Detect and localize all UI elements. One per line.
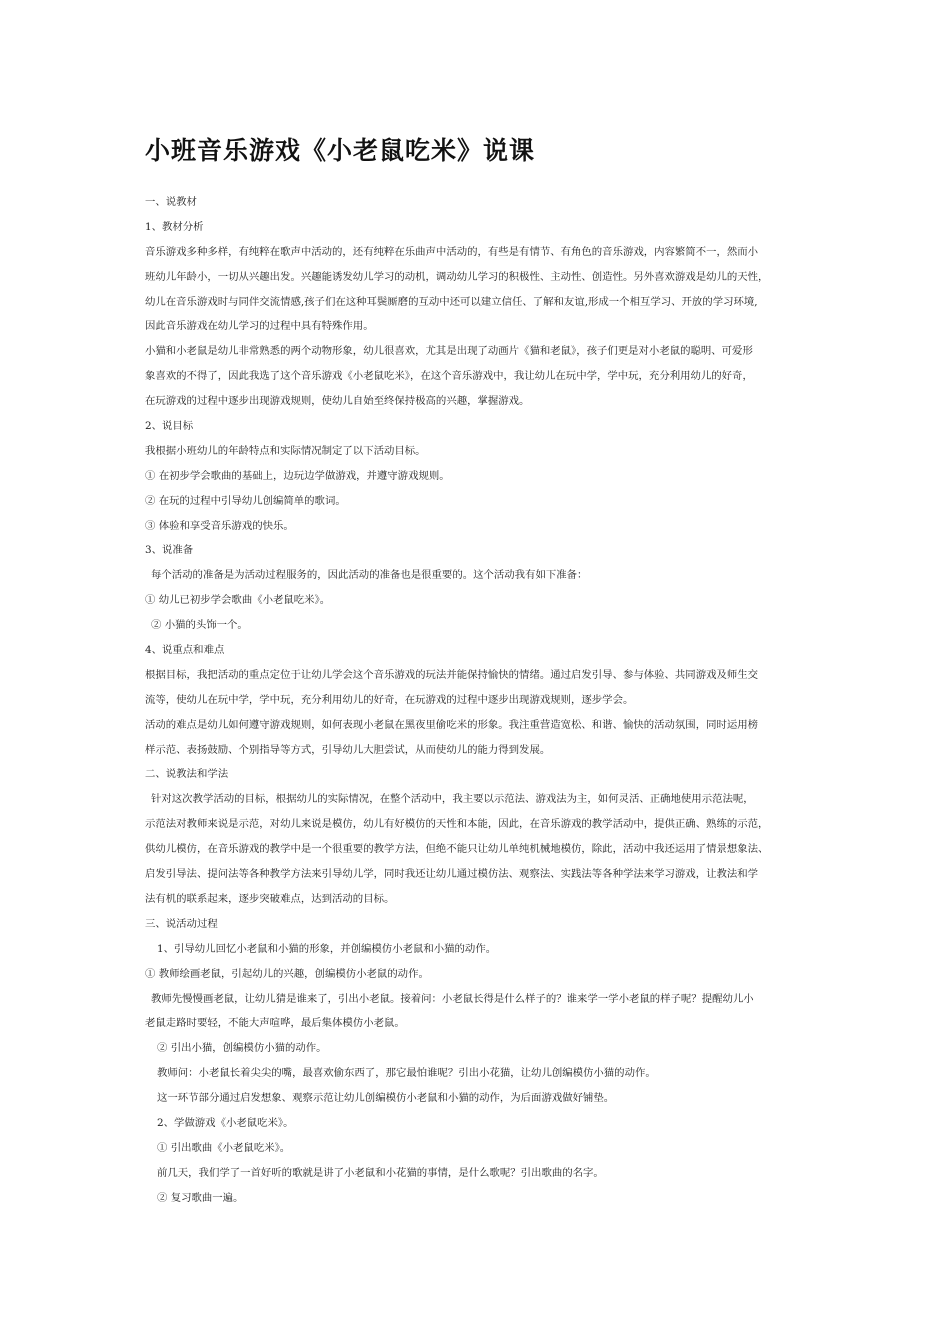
text-line: ① 教师绘画老鼠，引起幼儿的兴趣，创编模仿小老鼠的动作。	[145, 967, 429, 980]
text-line: 教师问：小老鼠长着尖尖的嘴，最喜欢偷东西了，那它最怕谁呢？引出小花猫，让幼儿创编模仿小猫的动作。	[157, 1067, 656, 1080]
document-title: 小班音乐游戏《小老鼠吃米》说课	[145, 136, 536, 165]
text-line: 前几天，我们学了一首好听的歌就是讲了小老鼠和小花猫的事情，是什么歌呢？引出歌曲的名字。	[157, 1166, 604, 1179]
text-line: 样示范、表扬鼓励、个别指导等方式，引导幼儿大胆尝试，从而使幼儿的能力得到发展。	[145, 743, 551, 756]
text-line: 每个活动的准备是为活动过程服务的，因此活动的准备也是很重要的。这个活动我有如下准备：	[151, 569, 588, 582]
text-line: 我根据小班幼儿的年龄特点和实际情况制定了以下活动目标。	[145, 444, 426, 457]
text-line: 幼儿在音乐游戏时与同伴交流情感,孩子们在这种耳鬓厮磨的互动中还可以建立信任、了解和友谊,形成一个相互学习、开放的学习环境,	[145, 295, 758, 308]
text-line: 象喜欢的不得了，因此我选了这个音乐游戏《小老鼠吃米》，在这个音乐游戏中，我让幼儿在玩中学，学中玩，充分利用幼儿的好奇，	[145, 370, 753, 383]
text-line: 教师先慢慢画老鼠，让幼儿猜是谁来了，引出小老鼠。接着问：小老鼠长得是什么样子的？谁来学一学小老鼠的样子呢？提醒幼儿小	[151, 992, 754, 1005]
text-line: 1、引导幼儿回忆小老鼠和小猫的形象，并创编模仿小老鼠和小猫的动作。	[157, 942, 497, 955]
text-line: 法有机的联系起来，逐步突破难点，达到活动的目标。	[145, 892, 395, 905]
text-line: 二、说教法和学法	[145, 768, 229, 781]
text-line: 音乐游戏多种多样，有纯粹在歌声中活动的，还有纯粹在乐曲声中活动的，有些是有情节、有角色的音乐游戏，内容繁简不一，然而小	[145, 245, 759, 258]
text-line: 三、说活动过程	[145, 917, 218, 930]
text-line: ③ 体验和享受音乐游戏的快乐。	[145, 519, 294, 532]
text-line: ② 小猫的头饰一个。	[151, 619, 248, 632]
text-line: ① 在初步学会歌曲的基础上，边玩边学做游戏，并遵守游戏规则。	[145, 469, 450, 482]
text-line: 这一环节部分通过启发想象、观察示范让幼儿创编模仿小老鼠和小猫的动作，为后面游戏做好铺垫。	[157, 1092, 615, 1105]
text-line: 2、说目标	[145, 420, 194, 433]
text-line: 2、学做游戏《小老鼠吃米》。	[157, 1116, 294, 1129]
text-line: 4、说重点和难点	[145, 644, 225, 657]
text-line: 示范法对教师来说是示范，对幼儿来说是模仿，幼儿有好模仿的天性和本能，因此，在音乐游戏的教学活动中，提供正确、熟练的示范，	[145, 818, 769, 831]
text-line: 活动的难点是幼儿如何遵守游戏规则，如何表现小老鼠在黑夜里偷吃米的形象。我注重营造宽松、和谐、愉快的活动氛围，同时运用榜	[145, 718, 759, 731]
text-line: 3、说准备	[145, 544, 194, 557]
text-line: ② 在玩的过程中引导幼儿创编简单的歌词。	[145, 494, 346, 507]
text-line: 根据目标，我把活动的重点定位于让幼儿学会这个音乐游戏的玩法并能保持愉快的情绪。通过启发引导、参与体验、共同游戏及师生交	[145, 668, 759, 681]
text-line: ② 引出小猫，创编模仿小猫的动作。	[157, 1042, 327, 1055]
text-line: 班幼儿年龄小，一切从兴趣出发。兴趣能诱发幼儿学习的动机，调动幼儿学习的积极性、主动性、创造性。另外喜欢游戏是幼儿的天性，	[145, 270, 769, 283]
text-line: ② 复习歌曲一遍。	[157, 1191, 244, 1204]
text-line: 针对这次教学活动的目标，根据幼儿的实际情况，在整个活动中，我主要以示范法、游戏法为主，如何灵活、正确地使用示范法呢，	[151, 793, 754, 806]
text-line: 老鼠走路时要轻，不能大声喧哗，最后集体模仿小老鼠。	[145, 1017, 405, 1030]
document-body	[145, 190, 817, 1211]
text-line: ① 引出歌曲《小老鼠吃米》。	[157, 1141, 291, 1154]
text-line: 流等，使幼儿在玩中学，学中玩，充分利用幼儿的好奇，在玩游戏的过程中逐步出现游戏规则，逐步学会。	[145, 693, 634, 706]
text-line: 小猫和小老鼠是幼儿非常熟悉的两个动物形象，幼儿很喜欢，尤其是出现了动画片《猫和老鼠》，孩子们更是对小老鼠的聪明、可爱形	[145, 345, 753, 358]
text-line: 一、说教材	[145, 196, 197, 208]
text-line: 1、教材分析	[145, 220, 204, 233]
text-line: ① 幼儿已初步学会歌曲《小老鼠吃米》。	[145, 594, 331, 607]
text-line: 启发引导法、提问法等各种教学方法来引导幼儿学，同时我还让幼儿通过模仿法、观察法、实践法等各种学法来学习游戏，让教法和学	[145, 868, 759, 881]
text-line: 供幼儿模仿，在音乐游戏的教学中是一个很重要的教学方法，但绝不能只让幼儿单纯机械地模仿，除此，活动中我还运用了情景想象法、	[145, 843, 769, 856]
text-line: 在玩游戏的过程中逐步出现游戏规则，使幼儿自始至终保持极高的兴趣，掌握游戏。	[145, 395, 530, 408]
text-line: 因此音乐游戏在幼儿学习的过程中具有特殊作用。	[145, 320, 374, 333]
